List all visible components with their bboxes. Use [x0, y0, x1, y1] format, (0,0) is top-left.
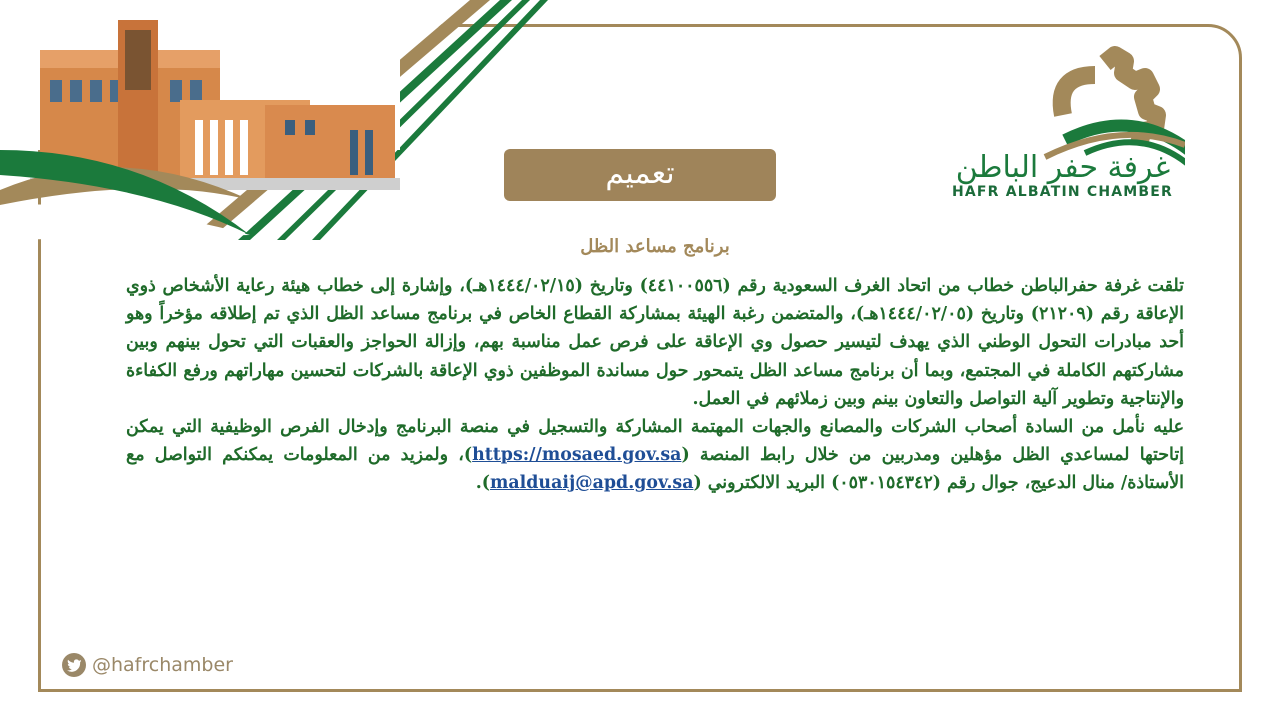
paragraph-1: تلقت غرفة حفرالباطن خطاب من اتحاد الغرف السعودية رقم (٤٤١٠٠٥٥٦) وتاريخ (١٤٤٤/٠٢/١٥هـ)، وإشارة إلى خطاب هيئة رعاية الأشخاص ذوي الإعاقة رقم (٢١٢٠٩) وتاريخ (١٤٤٤/٠٢/٠٥هـ)، والمتضمن رغبة الهيئة بمشاركة القطاع الخاص في برنامج مساعد الظل الذي تم إطلاقه مؤخراً وهو أحد مبادرات التحول الوطني الذي يهدف لتيسير حصول وي الإعاقة على فرص عمل مناسبة بهم، وإزالة الحواجز والعقبات التي تحول بينهم وبين مشاركتهم الكاملة في المجتمع، وبما أن برنامج مساعد الظل يتمحور حول مساندة الموظفين ذوي الإعاقة بالشركات لتحسين مهاراتهم ورفع الكفاءة والإنتاجية وتطوير آلية التواصل والتعاون بينم وبين زملائهم في العمل. [126, 276, 1184, 409]
building-header-image [0, 0, 560, 240]
paragraph-2-text-b: )، ولمزيد من المعلومات يمكنكم التواصل مع الأستاذة/ منال الدعيج، جوال رقم (٠٥٣٠١٥٤٣٤٢) البريد الالكتروني ( [126, 445, 1184, 494]
letter-subject: برنامج مساعد الظل [580, 236, 730, 257]
letter-body [126, 272, 1184, 498]
twitter-icon [62, 653, 86, 677]
logo-arabic-name: غرفة حفر الباطن [955, 150, 1171, 185]
paragraph-2-text-c: ). [475, 473, 490, 494]
social-handle[interactable] [62, 652, 233, 678]
announcement-banner: تعميم [504, 149, 776, 201]
paragraph-2-text-a: عليه نأمل من السادة أصحاب الشركات والمصانع والجهات المهتمة المشاركة والتسجيل في منصة البرنامج وإدخال الفرص الوظيفية التي يمكن إتاحتها لمساعدي الظل مؤهلين ومدربين من خلال رابط المنصة ( [126, 417, 1184, 466]
social-handle-text: @hafrchamber [92, 654, 233, 676]
paragraph-2 [126, 413, 1184, 498]
platform-link[interactable]: https://mosaed.gov.sa [472, 445, 682, 466]
logo-english-name: HAFR ALBATIN CHAMBER [951, 184, 1174, 200]
email-link[interactable]: malduaij@apd.gov.sa [489, 473, 694, 494]
